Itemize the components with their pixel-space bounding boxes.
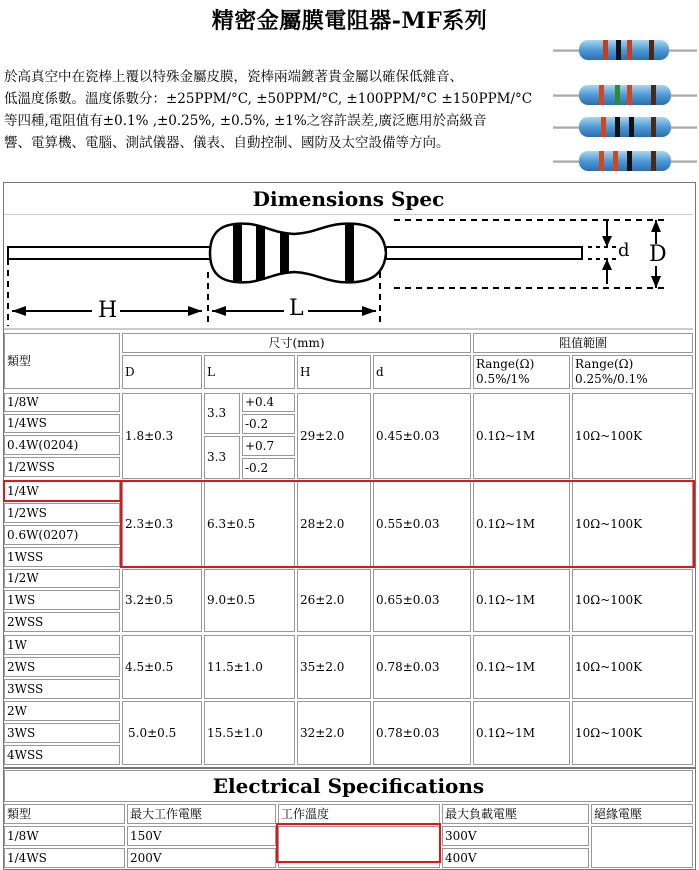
dim-D: 4.5±0.5 bbox=[122, 635, 202, 699]
resistor-photo-1 bbox=[553, 40, 697, 60]
elec-type: 1/4WS bbox=[4, 848, 125, 868]
intro-line: 低溫度係數。溫度係數分：±25PPM/°C, ±50PPM/°C, ±100PPM/°C ±150PPM/°C bbox=[4, 91, 533, 107]
dim-L: 11.5±1.0 bbox=[204, 635, 295, 699]
intro-line: 等四種,電阻值有±0.1% ,±0.25%, ±0.5%, ±1%之容許誤差,廣泛應用於高級音 bbox=[4, 113, 487, 129]
header-size: 尺寸(mm) bbox=[122, 333, 471, 353]
range-2: 10Ω~100K bbox=[572, 569, 693, 632]
range-2: 10Ω~100K bbox=[572, 701, 693, 765]
intro-paragraph bbox=[4, 66, 549, 154]
dim-L-tolerance: +0.4 bbox=[242, 393, 295, 412]
elec-header-operating-temp: 工作溫度 bbox=[278, 804, 440, 824]
header-d: d bbox=[373, 355, 471, 389]
electrical-heading: Electrical Specifications bbox=[4, 770, 693, 802]
dim-H: 35±2.0 bbox=[297, 635, 371, 699]
header-D: D bbox=[122, 355, 202, 389]
range-1: 0.1Ω~1M bbox=[473, 701, 570, 765]
label-D: D bbox=[649, 242, 667, 267]
range-2: 10Ω~100K bbox=[572, 481, 693, 567]
type-cell: 1/2W bbox=[4, 569, 120, 588]
type-cell: 0.6W(0207) bbox=[4, 525, 120, 545]
dim-d: 0.45±0.03 bbox=[373, 393, 471, 479]
type-cell: 4WSS bbox=[4, 745, 120, 765]
resistor-photo-4 bbox=[553, 151, 697, 171]
range-1: 0.1Ω~1M bbox=[473, 635, 570, 699]
dim-H: 29±2.0 bbox=[297, 393, 371, 479]
dim-H: 32±2.0 bbox=[297, 701, 371, 765]
elec-header-max-overload-voltage: 最大負載電壓 bbox=[442, 804, 589, 824]
range-2: 10Ω~100K bbox=[572, 635, 693, 699]
type-cell: 3WS bbox=[4, 723, 120, 743]
header-range-2-tolerance: 0.25%/0.1% bbox=[575, 372, 648, 386]
type-cell: 2WS bbox=[4, 657, 120, 677]
dim-L-tolerance: +0.7 bbox=[242, 436, 295, 456]
dim-H: 28±2.0 bbox=[297, 481, 371, 567]
resistor-photos bbox=[553, 34, 697, 179]
elec-insulation-voltage bbox=[591, 826, 693, 868]
dim-d: 0.78±0.03 bbox=[373, 635, 471, 699]
dim-L: 6.3±0.5 bbox=[204, 481, 295, 567]
dim-H: 26±2.0 bbox=[297, 569, 371, 632]
dim-D: 2.3±0.3 bbox=[122, 481, 202, 567]
type-cell: 1W bbox=[4, 635, 120, 655]
elec-header-insulation-voltage: 絕緣電壓 bbox=[591, 804, 693, 824]
resistor-photo-2 bbox=[553, 85, 697, 105]
type-cell: 1/4WS bbox=[4, 414, 120, 433]
intro-line: 於高真空中在瓷棒上覆以特殊金屬皮膜，瓷棒兩端鍍著貴金屬以確保低雜音、 bbox=[4, 69, 463, 85]
header-type: 類型 bbox=[4, 333, 120, 389]
dim-D: 3.2±0.5 bbox=[122, 569, 202, 632]
label-d: d bbox=[618, 240, 630, 261]
range-2: 10Ω~100K bbox=[572, 393, 693, 479]
elec-type: 1/8W bbox=[4, 826, 125, 846]
resistor-photo-image bbox=[553, 34, 697, 179]
dim-L: 9.0±0.5 bbox=[204, 569, 295, 632]
range-1: 0.1Ω~1M bbox=[473, 481, 570, 567]
header-range-1-label: Range(Ω) bbox=[476, 357, 535, 371]
elec-operating-temp bbox=[278, 826, 440, 868]
type-cell: 1/4W bbox=[4, 481, 120, 501]
dim-L-tolerance: -0.2 bbox=[242, 414, 295, 434]
type-cell: 1/8W bbox=[4, 393, 120, 412]
type-cell: 0.4W(0204) bbox=[4, 435, 120, 455]
header-range-2-label: Range(Ω) bbox=[575, 357, 634, 371]
dim-D: 5.0±0.5 bbox=[122, 701, 202, 765]
dimensions-heading: Dimensions Spec bbox=[4, 183, 693, 215]
elec-max-overload-voltage: 300V bbox=[442, 826, 589, 846]
type-cell: 2W bbox=[4, 701, 120, 721]
dim-d: 0.55±0.03 bbox=[373, 481, 471, 567]
type-cell: 2WSS bbox=[4, 612, 120, 632]
range-1: 0.1Ω~1M bbox=[473, 569, 570, 632]
header-L: L bbox=[204, 355, 295, 389]
elec-header-max-working-voltage: 最大工作電壓 bbox=[127, 804, 276, 824]
dim-L: 3.3 bbox=[204, 436, 240, 479]
intro-line: 響、電算機、電腦、測試儀器、儀表、自動控制、國防及太空設備等方向。 bbox=[4, 135, 450, 151]
dim-L-tolerance: -0.2 bbox=[242, 458, 295, 479]
resistor-photo-3 bbox=[553, 117, 697, 137]
header-H: H bbox=[297, 355, 371, 389]
label-L: L bbox=[289, 296, 304, 321]
header-range-2 bbox=[572, 355, 693, 389]
type-cell: 1WS bbox=[4, 590, 120, 610]
elec-max-overload-voltage: 400V bbox=[442, 848, 589, 868]
dim-d: 0.65±0.03 bbox=[373, 569, 471, 632]
elec-max-working-voltage: 200V bbox=[127, 848, 276, 868]
type-cell: 1WSS bbox=[4, 547, 120, 567]
elec-max-working-voltage: 150V bbox=[127, 826, 276, 846]
elec-header-type: 類型 bbox=[4, 804, 125, 824]
header-range: 阻值範圍 bbox=[473, 333, 693, 353]
dim-L: 3.3 bbox=[204, 393, 240, 434]
range-1: 0.1Ω~1M bbox=[473, 393, 570, 479]
header-range-1-tolerance: 0.5%/1% bbox=[476, 372, 530, 386]
header-range-1 bbox=[473, 355, 570, 389]
resistor-dimension-diagram bbox=[4, 214, 693, 330]
page-title: 精密金屬膜電阻器-MF系列 bbox=[211, 8, 488, 34]
label-H: H bbox=[98, 298, 118, 323]
type-cell: 3WSS bbox=[4, 679, 120, 699]
type-cell: 1/2WS bbox=[4, 503, 120, 523]
dim-L: 15.5±1.0 bbox=[204, 701, 295, 765]
type-cell: 1/2WSS bbox=[4, 457, 120, 477]
dim-D: 1.8±0.3 bbox=[122, 393, 202, 479]
dim-d: 0.78±0.03 bbox=[373, 701, 471, 765]
